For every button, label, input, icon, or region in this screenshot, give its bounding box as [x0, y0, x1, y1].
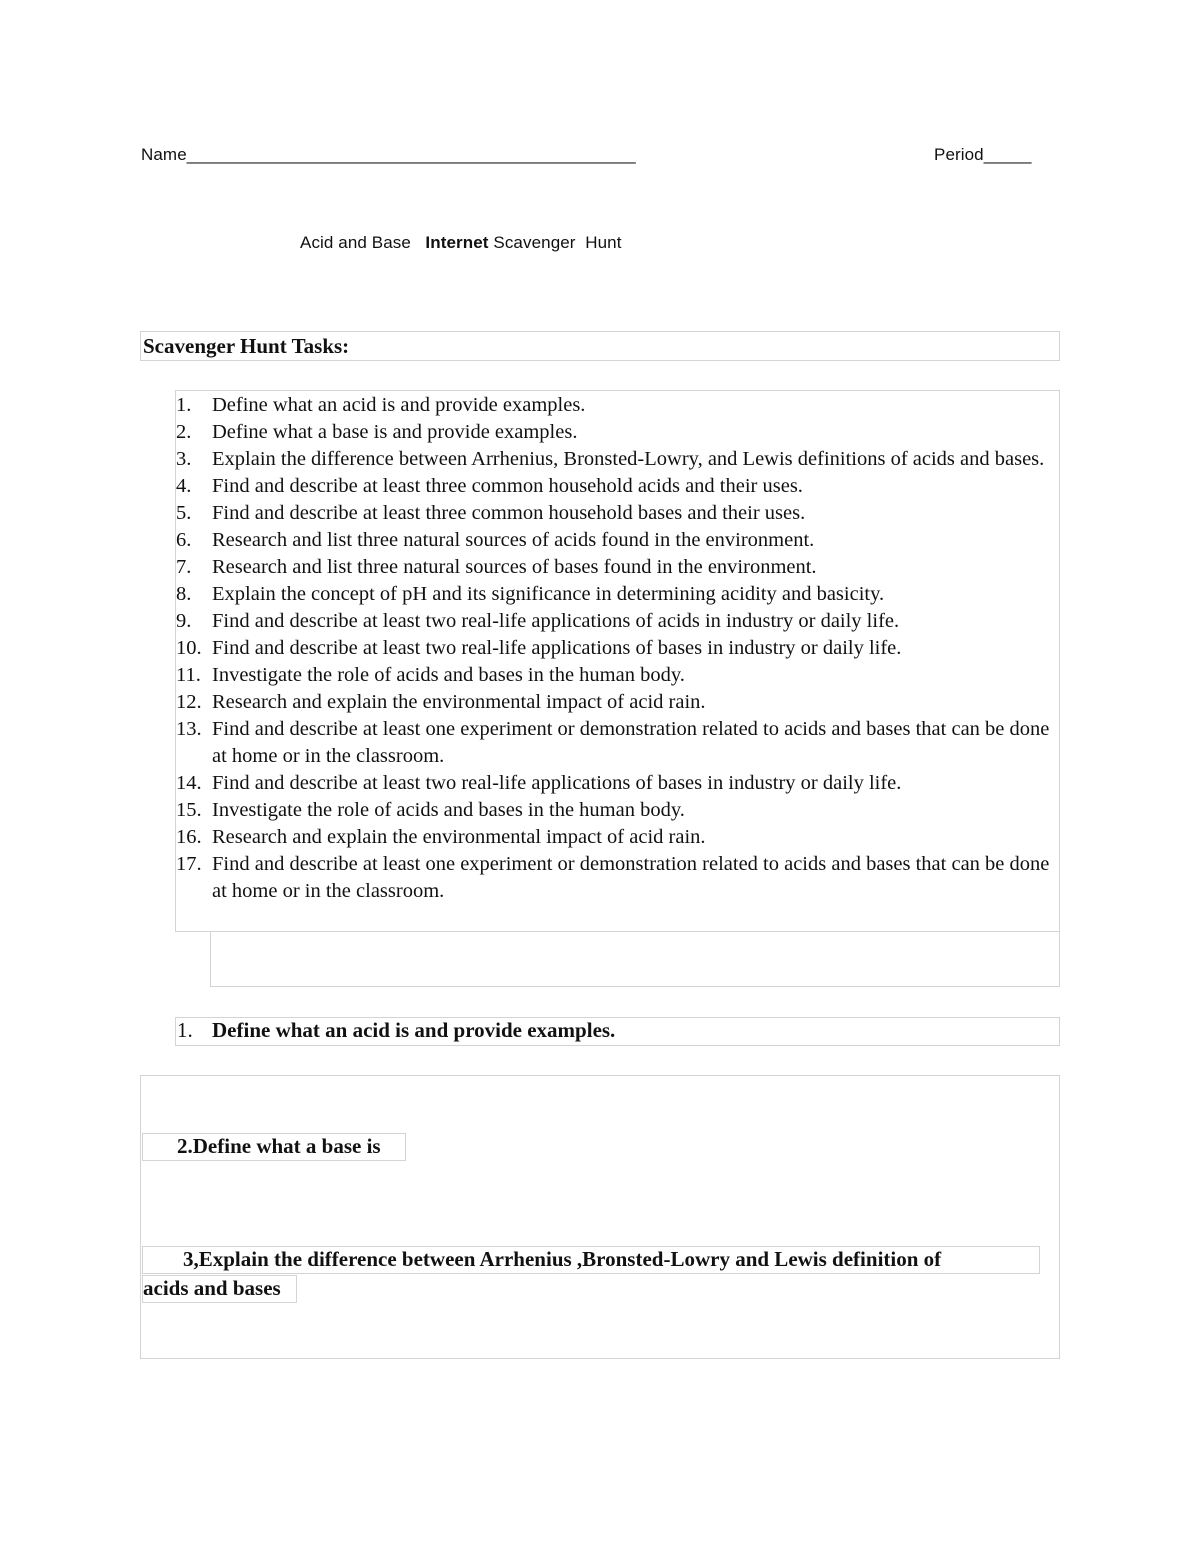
- list-item-number: 12.: [176, 691, 202, 713]
- list-item: [176, 581, 1058, 608]
- list-item: [176, 446, 1058, 473]
- list-item-number: 3.: [176, 448, 192, 470]
- list-item: [176, 554, 1058, 581]
- list-item-text: Research and list three natural sources of bases found in the environment.: [212, 556, 817, 578]
- list-item-number: 4.: [176, 475, 192, 497]
- tasks-list-container: [176, 392, 1058, 905]
- list-item-number: 16.: [176, 826, 202, 848]
- question-1: [177, 1018, 616, 1043]
- list-item-text: Find and describe at least two real-life applications of bases in industry or daily life.: [212, 772, 902, 794]
- tasks-list: [176, 392, 1058, 905]
- list-item: [176, 635, 1058, 662]
- list-item-text: Research and explain the environmental impact of acid rain.: [212, 826, 706, 848]
- list-item: [176, 689, 1058, 716]
- period-blank: _____: [983, 145, 1032, 164]
- list-item-number: 11.: [176, 664, 201, 686]
- list-item-number: 5.: [176, 502, 192, 524]
- list-item-text: Investigate the role of acids and bases in the human body.: [212, 799, 685, 821]
- name-blank: _______________________________________________: [186, 145, 636, 164]
- list-item: [176, 419, 1058, 446]
- list-item-number: 13.: [176, 718, 202, 740]
- list-item-text: Find and describe at least one experiment or demonstration related to acids and bases that can be done at home or in the classroom.: [212, 718, 1050, 767]
- list-item-number: 9.: [176, 610, 192, 632]
- list-item: [176, 608, 1058, 635]
- list-item-text: Find and describe at least three common household acids and their uses.: [212, 475, 803, 497]
- list-item-text: Find and describe at least two real-life applications of bases in industry or daily life.: [212, 637, 902, 659]
- list-item-text: Research and list three natural sources of acids found in the environment.: [212, 529, 815, 551]
- list-item-number: 2.: [176, 421, 192, 443]
- title-part-acid-base: Acid and Base: [300, 233, 411, 252]
- list-item: [176, 824, 1058, 851]
- page-title: [300, 233, 622, 253]
- title-part-hunt: Hunt: [585, 233, 622, 252]
- period-label: Period: [934, 145, 984, 164]
- period-field: [934, 145, 1032, 165]
- answer-box-empty[interactable]: [210, 931, 1060, 987]
- list-item-text: Find and describe at least two real-life applications of acids in industry or daily life.: [212, 610, 900, 632]
- list-item: [176, 500, 1058, 527]
- list-item: [176, 851, 1058, 905]
- list-item-number: 10.: [176, 637, 202, 659]
- list-item: [176, 797, 1058, 824]
- question-1-number: 1.: [177, 1018, 193, 1042]
- list-item-text: Explain the difference between Arrhenius, Bronsted-Lowry, and Lewis definitions of acids and bases.: [212, 448, 1045, 470]
- list-item-text: Define what an acid is and provide examples.: [212, 394, 586, 416]
- list-item-number: 15.: [176, 799, 202, 821]
- list-item: [176, 662, 1058, 689]
- answer-box-large[interactable]: [140, 1075, 1060, 1359]
- list-item-number: 1.: [176, 394, 192, 416]
- list-item: [176, 770, 1058, 797]
- list-item-text: Find and describe at least three common household bases and their uses.: [212, 502, 806, 524]
- name-label: Name: [141, 145, 187, 164]
- title-part-scavenger: Scavenger: [493, 233, 576, 252]
- list-item-number: 7.: [176, 556, 192, 578]
- list-item-text: Investigate the role of acids and bases in the human body.: [212, 664, 685, 686]
- list-item-number: 17.: [176, 853, 202, 875]
- tasks-heading: Scavenger Hunt Tasks:: [143, 334, 350, 358]
- list-item-number: 8.: [176, 583, 192, 605]
- question-1-text: Define what an acid is and provide examples.: [212, 1018, 616, 1042]
- list-item-text: Define what a base is and provide examples.: [212, 421, 578, 443]
- list-item: [176, 473, 1058, 500]
- question-2-text: 2.Define what a base is: [177, 1134, 381, 1158]
- list-item-text: Explain the concept of pH and its significance in determining acidity and basicity.: [212, 583, 885, 605]
- list-item: [176, 716, 1058, 770]
- title-part-internet: Internet: [425, 233, 489, 252]
- list-item-text: Research and explain the environmental impact of acid rain.: [212, 691, 706, 713]
- question-3-line2: acids and bases: [143, 1276, 281, 1300]
- list-item-number: 6.: [176, 529, 192, 551]
- question-3-line1: 3,Explain the difference between Arrhenius ,Bronsted-Lowry and Lewis definition of: [183, 1247, 942, 1271]
- name-field: [141, 145, 636, 165]
- list-item-number: 14.: [176, 772, 202, 794]
- list-item: [176, 527, 1058, 554]
- list-item: [176, 392, 1058, 419]
- list-item-text: Find and describe at least one experiment or demonstration related to acids and bases that can be done at home or in the classroom.: [212, 853, 1050, 902]
